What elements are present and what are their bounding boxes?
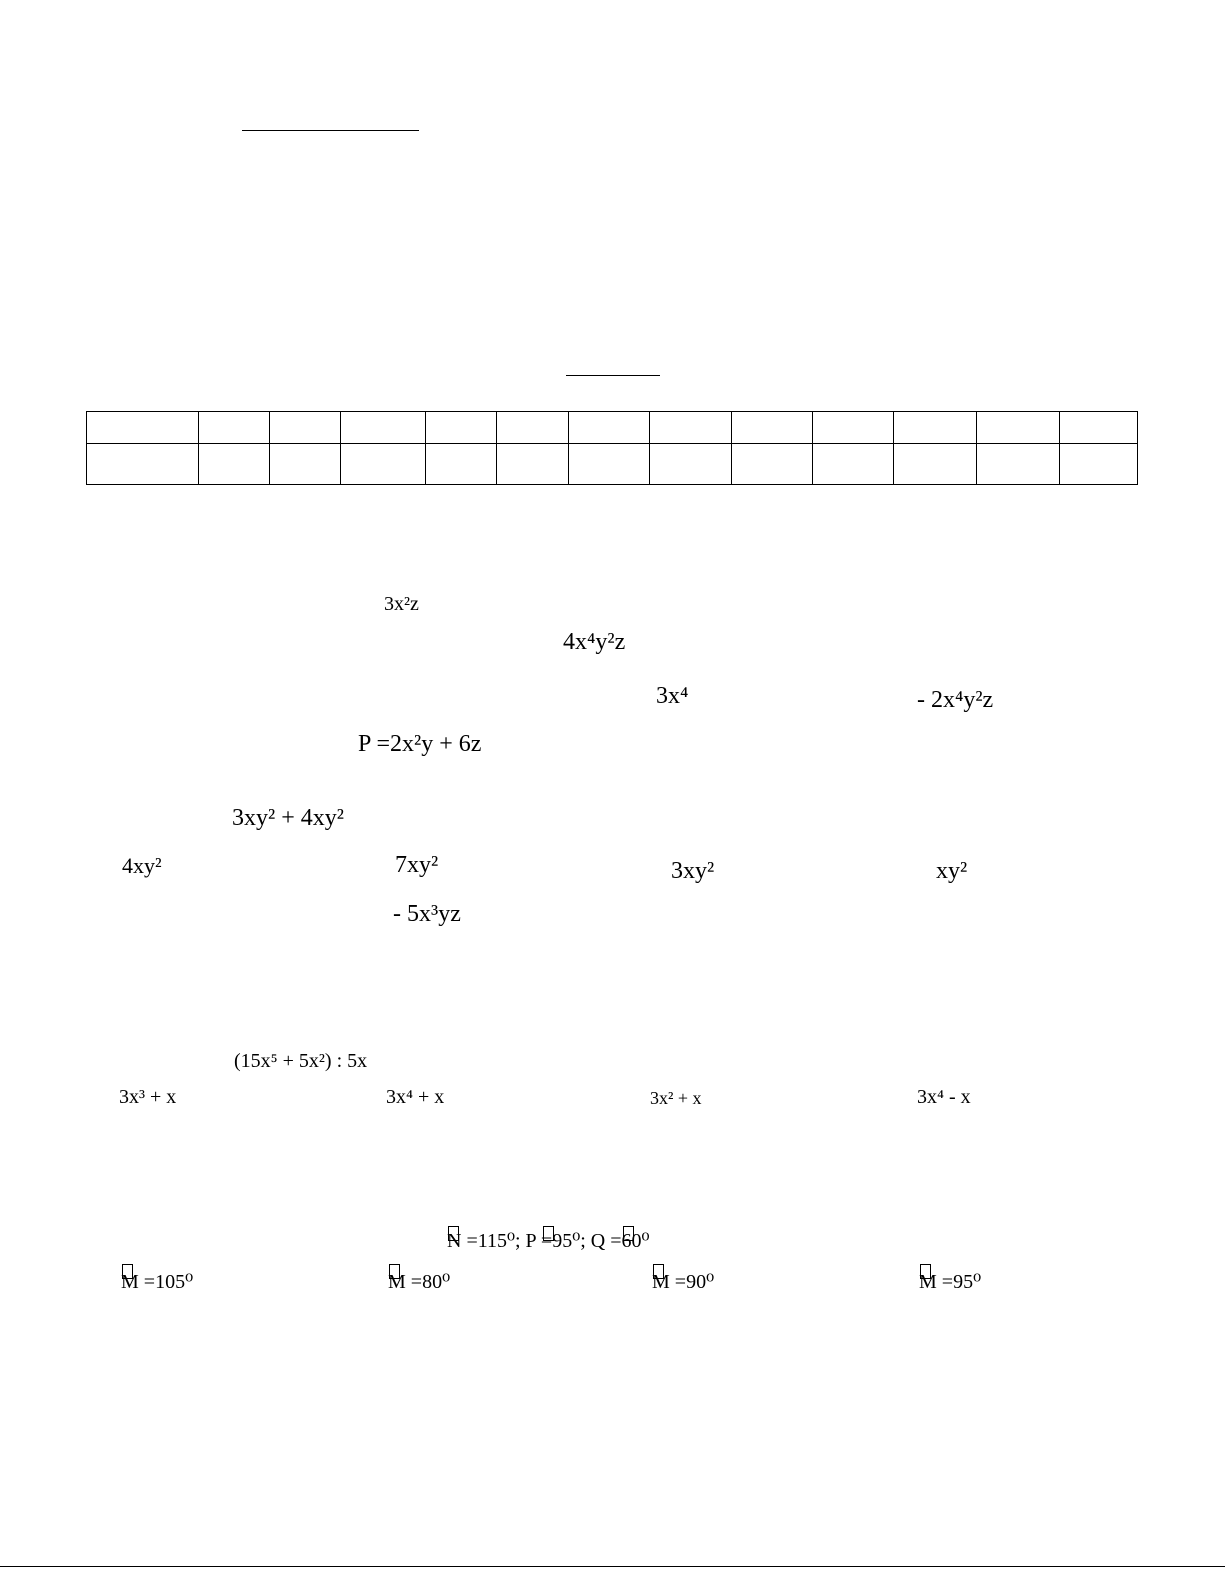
table-cell[interactable] bbox=[426, 412, 497, 444]
table-cell[interactable] bbox=[341, 412, 426, 444]
q4-option-a[interactable]: M =105⁰ bbox=[121, 1271, 194, 1293]
angle-mark-icon bbox=[543, 1226, 554, 1241]
q3-option-d[interactable]: 3x⁴ - x bbox=[917, 1086, 971, 1108]
table-cell[interactable] bbox=[813, 444, 894, 485]
table-cell[interactable] bbox=[199, 412, 270, 444]
table-cell[interactable] bbox=[270, 444, 341, 485]
page-bottom-border bbox=[0, 1566, 1225, 1567]
table-cell[interactable] bbox=[1060, 412, 1138, 444]
q4-option-c[interactable]: M =90⁰ bbox=[652, 1271, 715, 1293]
q1-monomial: 3x²z bbox=[384, 593, 419, 615]
q2-option-b[interactable]: 7xy² bbox=[395, 852, 439, 878]
angle-mark-icon bbox=[623, 1226, 634, 1241]
table-cell[interactable] bbox=[497, 444, 569, 485]
table-cell[interactable] bbox=[732, 444, 813, 485]
table-row bbox=[87, 412, 1138, 444]
table-cell[interactable] bbox=[977, 412, 1060, 444]
title-underline bbox=[566, 375, 660, 376]
table-cell[interactable] bbox=[497, 412, 569, 444]
angle-mark-icon bbox=[920, 1264, 931, 1279]
q2-option-c[interactable]: 3xy² bbox=[671, 858, 715, 884]
q4-option-d[interactable]: M =95⁰ bbox=[919, 1271, 982, 1293]
table-cell[interactable] bbox=[426, 444, 497, 485]
answer-table bbox=[86, 411, 1138, 485]
table-cell[interactable] bbox=[87, 444, 199, 485]
table-cell[interactable] bbox=[894, 412, 977, 444]
q4-option-b[interactable]: M =80⁰ bbox=[388, 1271, 451, 1293]
table-cell[interactable] bbox=[650, 412, 732, 444]
table-cell[interactable] bbox=[977, 444, 1060, 485]
q3-option-b[interactable]: 3x⁴ + x bbox=[386, 1086, 445, 1108]
q4-given-angles: N =115⁰; P =95⁰; Q =60⁰ bbox=[447, 1230, 650, 1252]
table-cell[interactable] bbox=[569, 412, 650, 444]
q2-option-a[interactable]: 4xy² bbox=[122, 853, 162, 878]
angle-mark-icon bbox=[122, 1264, 133, 1279]
table-cell[interactable] bbox=[199, 444, 270, 485]
table-cell[interactable] bbox=[341, 444, 426, 485]
q2-option-d[interactable]: xy² bbox=[936, 858, 968, 884]
table-cell[interactable] bbox=[87, 412, 199, 444]
table-cell[interactable] bbox=[813, 412, 894, 444]
table-cell[interactable] bbox=[732, 412, 813, 444]
q3-expression: (15x⁵ + 5x²) : 5x bbox=[234, 1050, 368, 1072]
q1-polynomial: P =2x²y + 6z bbox=[358, 731, 482, 757]
q2-extra-term: - 5x³yz bbox=[393, 901, 461, 927]
q1-option-d[interactable]: - 2x⁴y²z bbox=[917, 687, 994, 713]
table-cell[interactable] bbox=[894, 444, 977, 485]
angle-mark-icon bbox=[448, 1226, 459, 1241]
q3-option-c[interactable]: 3x² + x bbox=[650, 1088, 702, 1108]
q1-given-monomial: 4x⁴y²z bbox=[563, 629, 626, 655]
table-cell[interactable] bbox=[650, 444, 732, 485]
q2-expression: 3xy² + 4xy² bbox=[232, 805, 344, 831]
table-cell[interactable] bbox=[569, 444, 650, 485]
angle-mark-icon bbox=[653, 1264, 664, 1279]
angle-mark-icon bbox=[389, 1264, 400, 1279]
q3-option-a[interactable]: 3x³ + x bbox=[119, 1086, 177, 1108]
q1-option-c[interactable]: 3x⁴ bbox=[656, 683, 689, 709]
table-cell[interactable] bbox=[270, 412, 341, 444]
name-blank-line bbox=[242, 130, 419, 131]
table-row bbox=[87, 444, 1138, 485]
table-cell[interactable] bbox=[1060, 444, 1138, 485]
